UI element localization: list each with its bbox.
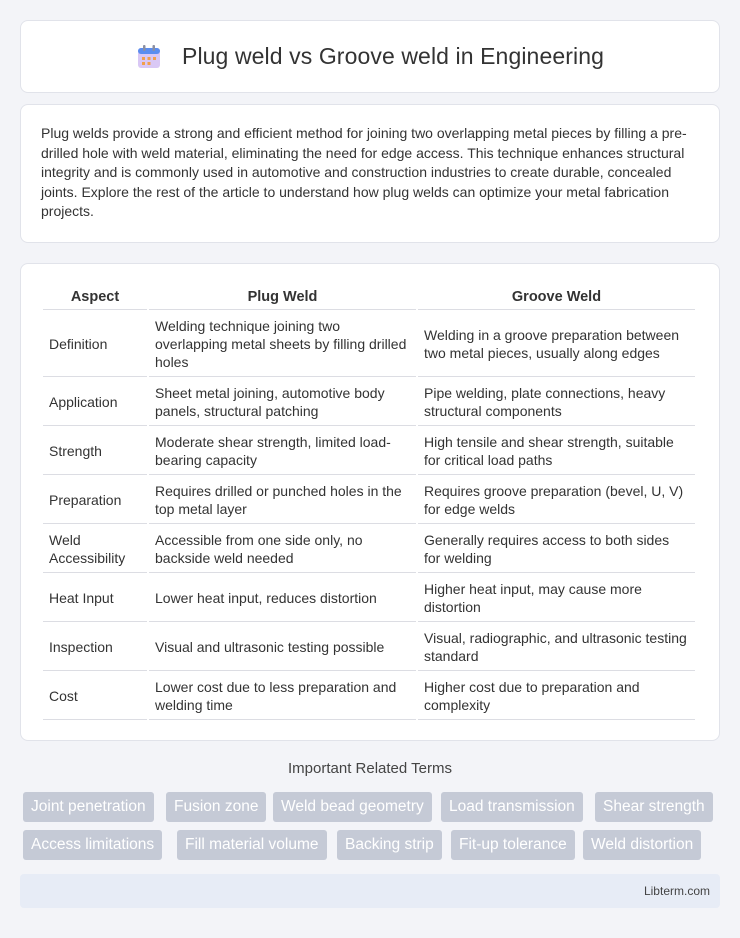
calendar-icon: [136, 44, 162, 70]
tag-shear-strength[interactable]: Shear strength: [595, 792, 713, 822]
column-header-aspect: Aspect: [43, 286, 147, 310]
table-row: [43, 428, 695, 475]
tag-load-transmission[interactable]: Load transmission: [441, 792, 583, 822]
row-plug-weld: Moderate shear strength, limited load-bearing capacity: [149, 428, 416, 475]
page-title: Plug weld vs Groove weld in Engineering: [182, 43, 604, 69]
row-aspect: Weld Accessibility: [43, 526, 147, 573]
row-aspect: Application: [43, 379, 147, 426]
row-groove-weld: Visual, radiographic, and ultrasonic testing standard: [418, 624, 695, 671]
table-row: [43, 575, 695, 622]
row-aspect: Inspection: [43, 624, 147, 671]
row-plug-weld: Sheet metal joining, automotive body panels, structural patching: [149, 379, 416, 426]
table-row: [43, 673, 695, 720]
row-groove-weld: Generally requires access to both sides for welding: [418, 526, 695, 573]
table-row: [43, 526, 695, 573]
header-card: [20, 20, 720, 93]
intro-card: [20, 104, 720, 243]
footer: [20, 874, 720, 908]
tag-joint-penetration[interactable]: Joint penetration: [23, 792, 154, 822]
footer-brand-link[interactable]: Libterm.com: [643, 884, 710, 898]
tag-weld-distortion[interactable]: Weld distortion: [583, 830, 701, 860]
table-row: [43, 477, 695, 524]
row-groove-weld: Welding in a groove preparation between two metal pieces, usually along edges: [418, 312, 695, 377]
row-aspect: Strength: [43, 428, 147, 475]
row-plug-weld: Lower cost due to less preparation and welding time: [149, 673, 416, 720]
tag-fill-material-volume[interactable]: Fill material volume: [177, 830, 327, 860]
row-groove-weld: Higher heat input, may cause more distortion: [418, 575, 695, 622]
row-plug-weld: Lower heat input, reduces distortion: [149, 575, 416, 622]
row-plug-weld: Visual and ultrasonic testing possible: [149, 624, 416, 671]
row-groove-weld: High tensile and shear strength, suitable for critical load paths: [418, 428, 695, 475]
row-groove-weld: Requires groove preparation (bevel, U, V) for edge welds: [418, 477, 695, 524]
tag-weld-bead-geometry[interactable]: Weld bead geometry: [273, 792, 432, 822]
table-header-row: [43, 286, 695, 310]
comparison-table-card: [20, 263, 720, 741]
row-aspect: Heat Input: [43, 575, 147, 622]
row-aspect: Cost: [43, 673, 147, 720]
table-row: [43, 312, 695, 377]
comparison-table: [41, 284, 697, 722]
row-plug-weld: Requires drilled or punched holes in the top metal layer: [149, 477, 416, 524]
related-terms-title: Important Related Terms: [288, 760, 452, 777]
tag-fit-up-tolerance[interactable]: Fit-up tolerance: [451, 830, 575, 860]
tag-access-limitations[interactable]: Access limitations: [23, 830, 162, 860]
column-header-plug-weld: Plug Weld: [149, 286, 416, 310]
row-plug-weld: Accessible from one side only, no backside weld needed: [149, 526, 416, 573]
row-groove-weld: Higher cost due to preparation and complexity: [418, 673, 695, 720]
tag-backing-strip[interactable]: Backing strip: [337, 830, 442, 860]
row-aspect: Preparation: [43, 477, 147, 524]
column-header-groove-weld: Groove Weld: [418, 286, 695, 310]
tag-fusion-zone[interactable]: Fusion zone: [166, 792, 266, 822]
row-aspect: Definition: [43, 312, 147, 377]
intro-text: Plug welds provide a strong and efficient method for joining two overlapping metal pieces by filling a pre-drilled hole with weld material, eliminating the need for edge access. This technique enhances structural integrity and is commonly used in automotive and construction industries to create durable, concealed joints. Explore the rest of the article to understand how plug welds can optimize your metal fabrication projects.: [41, 125, 687, 220]
row-groove-weld: Pipe welding, plate connections, heavy structural components: [418, 379, 695, 426]
table-row: [43, 379, 695, 426]
row-plug-weld: Welding technique joining two overlapping metal sheets by filling drilled holes: [149, 312, 416, 377]
table-row: [43, 624, 695, 671]
